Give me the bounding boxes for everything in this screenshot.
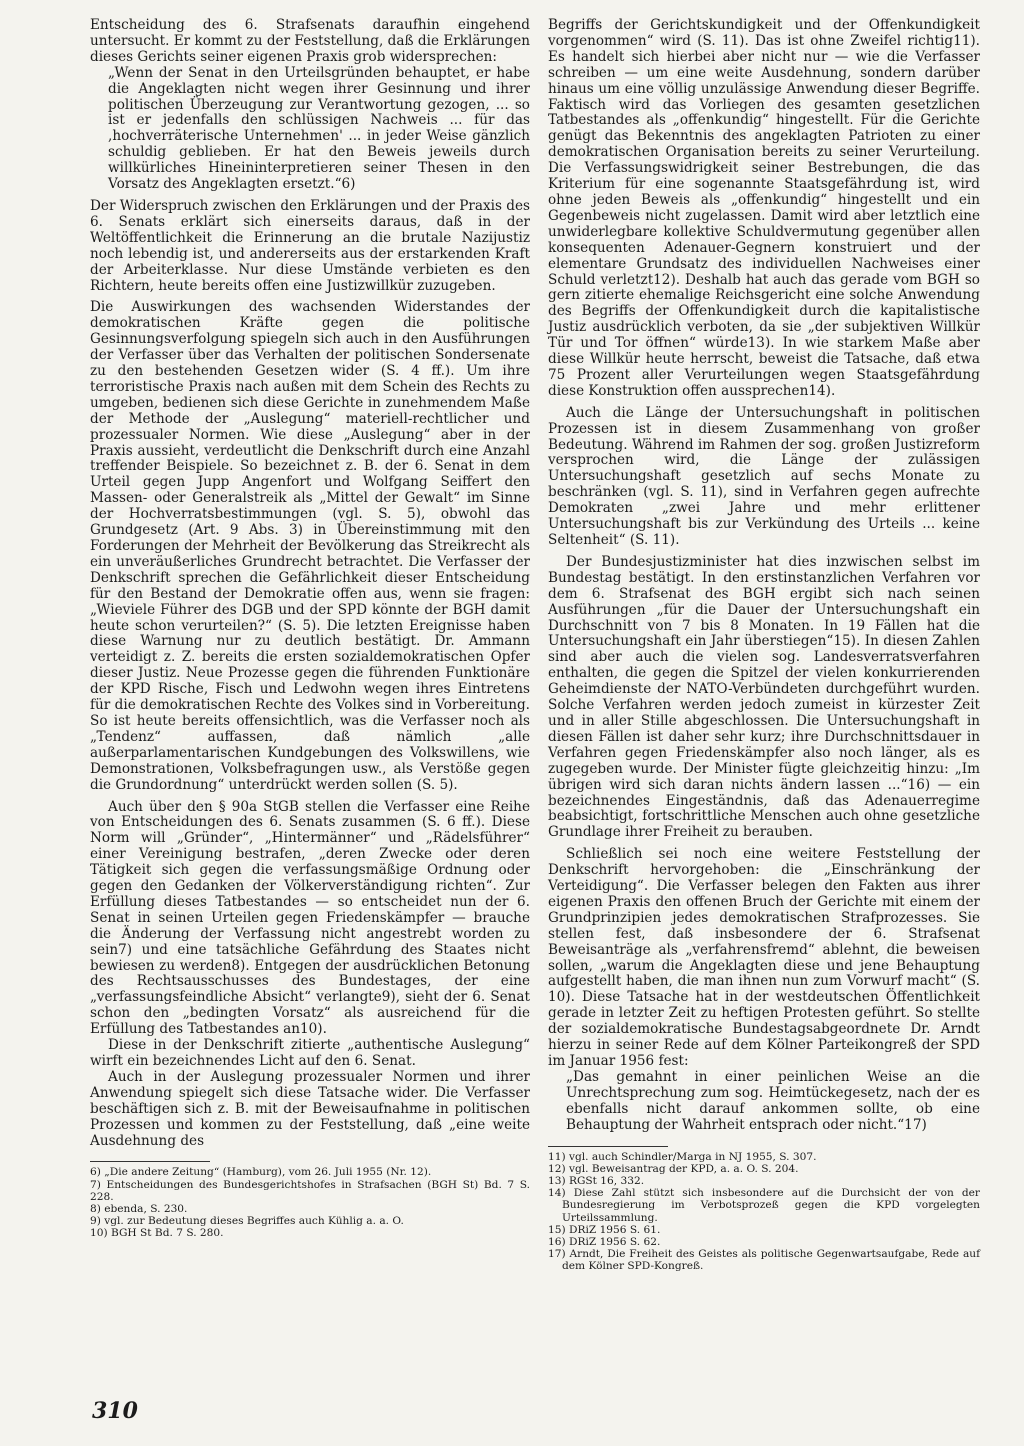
- footnote: 11) vgl. auch Schindler/Marga in NJ 1955, S. 307.: [548, 1150, 817, 1163]
- paragraph: Diese in der Denkschrift zitierte „authentische Auslegung“ wirft ein bezeichnendes Licht auf den 6. Senat.: [90, 1037, 530, 1069]
- footnote: 9) vgl. zur Bedeutung dieses Begriffes auch Kühlig a. a. O.: [90, 1215, 404, 1228]
- footnote: 14) Diese Zahl stützt sich insbesondere auf die Durchsicht der von der Bundesregierung im Verbotsprozeß gegen die KPD vorgelegten Urteilssammlung.: [548, 1187, 980, 1224]
- right-column: [548, 18, 980, 1273]
- paragraph: Der Bundesjustizminister hat dies inzwischen selbst im Bundestag bestätigt. In den erstinstanzlichen Verfahren vor dem 6. Strafsenat des BGH ergibt sich nach seinen Ausführungen „für die Dauer der Untersuchungshaft ein Durchschnitt von 7 bis 8 Monaten. In 19 Fällen hat die Untersuchungshaft ein Jahr überstiegen“15). In diesen Zahlen sind aber auch die vielen sog. Landesverratsverfahren enthalten, die gegen die Spitzel der vielen konkurrierenden Geheimdienste der NATO-Verbündeten durchgeführt wurden. Solche Verfahren werden jedoch zumeist in kürzester Zeit und in aller Stille abgeschlossen. Die Untersuchungshaft in diesen Fällen ist daher sehr kurz; ihre Durchschnittsdauer in Verfahren gegen Friedenskämpfer also noch länger, als es zugegeben wurde. Der Minister fügte gleichzeitig hinzu: „Im übrigen wird sich daran nichts ändern lassen ...“16) — ein bezeichnendes Eingeständnis, daß das Adenauerregime beabsichtigt, fortschrittliche Menschen auch ohne gesetzliche Grundlage ihrer Freiheit zu berauben.: [548, 553, 980, 841]
- paragraph: Auch über den § 90a StGB stellen die Verfasser eine Reihe von Entscheidungen des 6. Senats zusammen (S. 6 ff.). Diese Norm will „Gründer“, „Hintermänner“ und „Rädelsführer“ einer Vereinigung bestrafen, „deren Zwecke oder deren Tätigkeit sich gegen die verfassungsmäßige Ordnung oder gegen den Gedanken der Völkerverständigung richten“. Zur Erfüllung dieses Tatbestandes — so entscheidet nun der 6. Senat in seinen Urteilen gegen Friedenskämpfer — brauche die Änderung der Verfassung nicht angestrebt worden zu sein7) und eine tatsächliche Gefährdung des Staates nicht bewiesen zu werden8). Entgegen der ausdrücklichen Betonung des Rechtsausschusses des Bundestages, der eine „verfassungsfeindliche Absicht“ verlangte9), sieht der 6. Senat schon den „bedingten Vorsatz“ als ausreichend für die Erfüllung des Tatbestandes an10).: [90, 798, 530, 1038]
- footnote: 16) DRiZ 1956 S. 62.: [548, 1235, 661, 1248]
- footnote: 12) vgl. Beweisantrag der KPD, a. a. O. S. 204.: [548, 1162, 799, 1175]
- footnote: 8) ebenda, S. 230.: [90, 1203, 188, 1216]
- paragraph: Die Auswirkungen des wachsenden Widerstandes der demokratischen Kräfte gegen die politische Gesinnungsverfolgung spiegeln sich auch in den Ausführungen der Verfasser über das Verhalten der politischen Sondersenate zu den bestehenden Gesetzen wider (S. 4 ff.). Um ihre terroristische Praxis nach außen mit dem Schein des Rechts zu umgeben, bedienen sich diese Gerichte in zunehmendem Maße der Methode der „Auslegung“ materiell-rechtlicher und prozessualer Normen. Wie diese „Auslegung“ aber in der Praxis aussieht, verdeutlicht die Denkschrift durch eine Anzahl treffender Beispiele. So bezeichnet z. B. der 6. Senat in dem Urteil gegen Jupp Angenfort und Wolfgang Seiffert den Massen- oder Generalstreik als „Mittel der Gewalt“ im Sinne der Hochverratsbestimmungen (vgl. S. 5), obwohl das Grundgesetz (Art. 9 Abs. 3) in Übereinstimmung mit den Forderungen der Mehrheit der Bevölkerung das Streikrecht als ein unveräußerliches Grundrecht betrachtet. Die Verfasser der Denkschrift sprechen die Gefährlichkeit dieser Entscheidung für den Bestand der Demokratie offen aus, wenn sie fragen: „Wieviele Führer des DGB und der SPD könnte der BGH damit heute schon verurteilen?“ (S. 5). Die letzten Ereignisse haben diese Warnung nur zu deutlich bestätigt. Dr. Ammann verteidigt z. Z. bereits die ersten sozialdemokratischen Opfer dieser Justiz. Neue Prozesse gegen die führenden Funktionäre der KPD Rische, Fisch und Ledwohn wegen ihres Eintretens für die demokratischen Rechte des Volkes sind in Vorbereitung. So ist heute bereits offensichtlich, was die Verfasser noch als „Tendenz“ auffassen, daß nämlich „alle außerparlamentarischen Kundgebungen des Volkswillens, wie Demonstrationen, Volksbefragungen usw., als Verstöße gegen die Grundordnung“ unterdrückt werden sollen (S. 5).: [90, 299, 530, 793]
- paragraph: Auch die Länge der Untersuchungshaft in politischen Prozessen ist in diesem Zusammenhang von großer Bedeutung. Während im Rahmen der sog. großen Justizreform versprochen wird, die Länge der zulässigen Untersuchungshaft gesetzlich auf sechs Monate zu beschränken (vgl. S. 11), sind in Verfahren gegen aufrechte Demokraten „zwei Jahre und mehr erlittener Untersuchungshaft bis zur Verkündung des Urteils ... keine Seltenheit“ (S. 11).: [548, 404, 980, 548]
- footnote-divider: [548, 1146, 668, 1147]
- paragraph: Auch in der Auslegung prozessualer Normen und ihrer Anwendung spiegelt sich diese Tatsache wider. Die Verfasser beschäftigen sich z. B. mit der Beweisaufnahme in politischen Prozessen und kommen zu der Feststellung, daß „eine weite Ausdehnung des: [90, 1068, 530, 1149]
- footnote-divider: [90, 1161, 210, 1162]
- paragraph: Begriffs der Gerichtskundigkeit und der Offenkundigkeit vorgenommen“ wird (S. 11). Das ist ohne Zweifel richtig11). Es handelt sich hierbei aber nicht nur — wie die Verfasser schreiben — um eine weite Ausdehnung, sondern darüber hinaus um eine völlig unzulässige Anwendung dieser Begriffe. Faktisch wird das Vorliegen des gesamten gesetzlichen Tatbestandes als „offenkundig“ hingestellt. Für die Gerichte genügt das Bekenntnis des angeklagten Patrioten zu einer demokratischen Organisation bereits zu seiner Verurteilung. Die Verfassungswidrigkeit seiner Bestrebungen, die das Kriterium für eine sogenannte Staatsgefährdung ist, wird ohne jeden Beweis als „offenkundig“ hingestellt und ein Gegenbeweis nicht zugelassen. Damit wird aber letztlich eine unwiderlegbare kollektive Schuldvermutung gegenüber allen konsequenten Adenauer-Gegnern konstruiert und der elementare Grundsatz des individuellen Nachweises einer Schuld verletzt12). Deshalb hat auch das gerade vom BGH so gern zitierte ehemalige Reichsgericht eine solche Anwendung des Begriffs der Offenkundigkeit durch die kapitalistische Justiz ausdrücklich verboten, da sie „der subjektiven Willkür Tür und Tor öffnen“ würde13). In wie starkem Maße aber diese Willkür heute herrscht, beweist die Tatsache, daß etwa 75 Prozent aller Verurteilungen wegen Staatsgefährdung diese Konstruktion offen aussprechen14).: [548, 17, 980, 399]
- footnotes-left: [90, 1166, 530, 1239]
- paragraph: Der Widerspruch zwischen den Erklärungen und der Praxis des 6. Senats erklärt sich einerseits daraus, daß in der Weltöffentlichkeit die Erinnerung an die brutale Nazijustiz noch lebendig ist, und andererseits aus der erstarkenden Kraft der Arbeiterklasse. Nur diese Umstände verbieten es den Richtern, heute bereits offen eine Justizwillkür zuzugeben.: [90, 197, 530, 294]
- footnote: 15) DRiZ 1956 S. 61.: [548, 1223, 661, 1236]
- footnote: 13) RGSt 16, 332.: [548, 1174, 645, 1187]
- footnote: 6) „Die andere Zeitung“ (Hamburg), vom 26. Juli 1955 (Nr. 12).: [90, 1166, 432, 1179]
- page-number: 310: [92, 1398, 138, 1424]
- footnotes-right: [548, 1151, 980, 1273]
- paragraph: Entscheidung des 6. Strafsenats daraufhin eingehend untersucht. Er kommt zu der Feststellung, daß die Erklärungen dieses Gerichts seiner eigenen Praxis grob widersprechen:: [90, 17, 530, 65]
- footnote: 17) Arndt, Die Freiheit des Geistes als politische Gegenwartsaufgabe, Rede auf dem Kölner SPD-Kongreß.: [548, 1248, 980, 1273]
- paragraph: Schließlich sei noch eine weitere Feststellung der Denkschrift hervorgehoben: die „Einschränkung der Verteidigung“. Die Verfasser belegen den Fakten aus ihrer eigenen Praxis den offenen Bruch der Gerichte mit einem der Grundprinzipien jedes demokratischen Strafprozesses. Sie stellen fest, daß insbesondere der 6. Strafsenat Beweisanträge als „verfahrensfremd“ ablehnt, die beweisen sollen, „warum die Angeklagten diese und jene Behauptung aufgestellt haben, die man ihnen nun zum Vorwurf macht“ (S. 10). Diese Tatsache hat in der westdeutschen Öffentlichkeit gerade in letzter Zeit zu heftigen Protesten geführt. So stellte der sozialdemokratische Bundestagsabgeordnete Dr. Arndt hierzu in seiner Rede auf dem Kölner Parteikongreß der SPD im Januar 1956 fest:: [548, 846, 980, 1069]
- left-column: [90, 18, 530, 1240]
- footnote: 10) BGH St Bd. 7 S. 280.: [90, 1227, 224, 1240]
- block-quote: „Wenn der Senat in den Urteilsgründen behauptet, er habe die Angeklagten nicht wegen ihrer Gesinnung und ihrer politischen Überzeugung zur Verantwortung gezogen, ... so ist er jedenfalls den schlüssigen Nachweis ... für das ,hochverräterische Unternehmen' ... in jeder Weise gänzlich schuldig geblieben. Er hat den Beweis jeweils durch willkürliches Hineininterpretieren seiner Thesen in den Vorsatz des Angeklagten ersetzt.“6): [108, 64, 530, 193]
- block-quote: „Das gemahnt in einer peinlichen Weise an die Unrechtsprechung zum sog. Heimtückegesetz, nach der es ebenfalls nicht darauf ankommen sollte, ob eine Behauptung der Wahrheit entsprach oder nicht.“17): [566, 1068, 980, 1133]
- footnote: 7) Entscheidungen des Bundesgerichtshofes in Strafsachen (BGH St) Bd. 7 S. 228.: [90, 1178, 530, 1203]
